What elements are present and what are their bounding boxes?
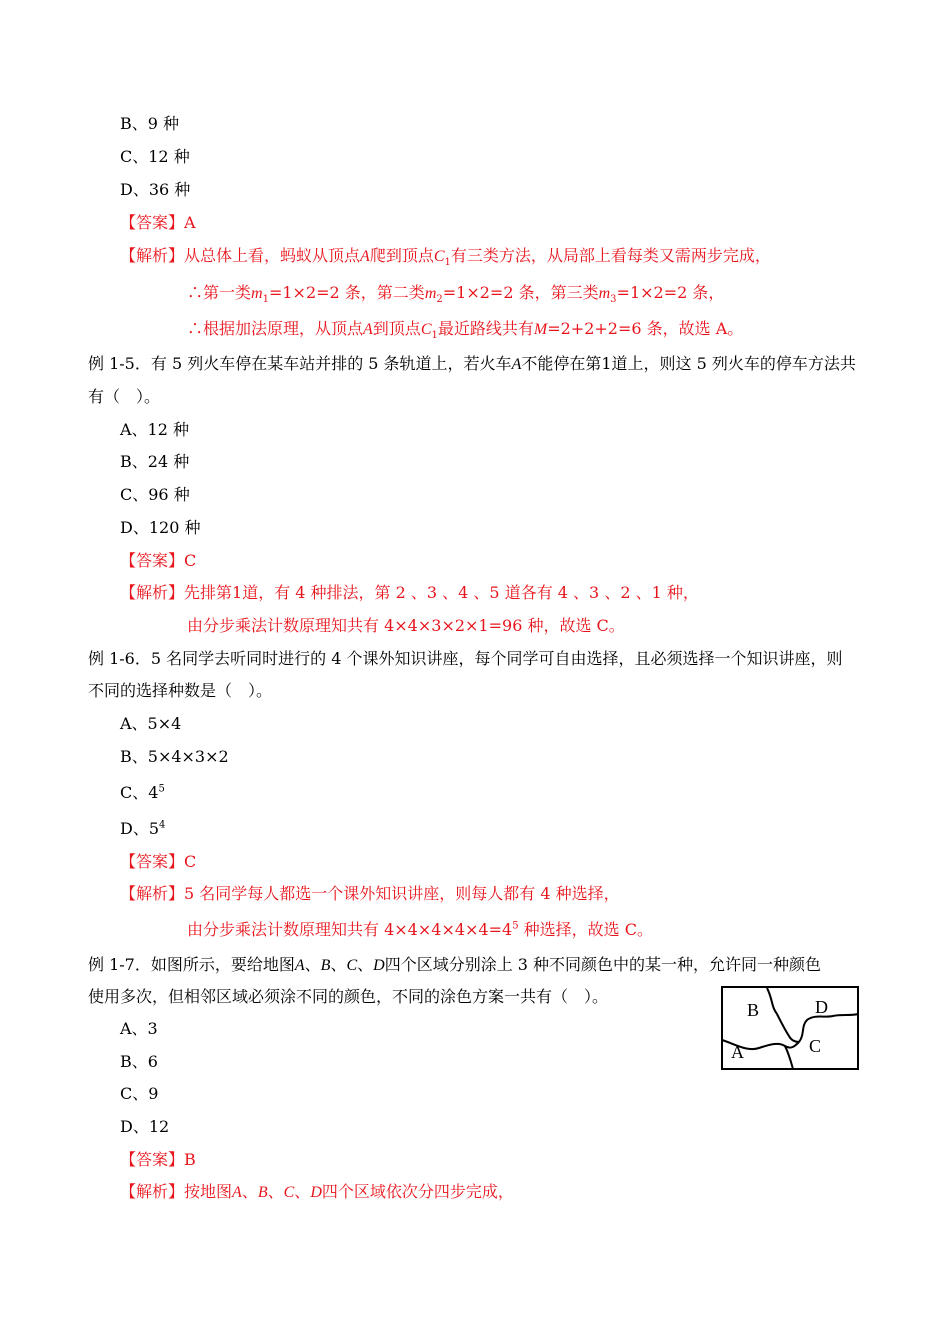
analysis-line-1: 【解析】5 名同学每人都选一个课外知识讲座，则每人都有 4 种选择， bbox=[120, 884, 620, 903]
option-c: C、96 种 bbox=[120, 485, 190, 504]
question-stem-cont: 不同的选择种数是（ ）。 bbox=[88, 681, 273, 700]
option-a: A、5×4 bbox=[120, 714, 182, 733]
question-stem-cont: 有（ ）。 bbox=[88, 387, 161, 406]
option-c: C、12 种 bbox=[120, 147, 190, 166]
analysis-line-3: ∴根据加法原理，从顶点A到顶点$C_1$最近路线共有M=2+2+2=6 条，故选 A。 bbox=[187, 319, 744, 342]
analysis-line-1: 【解析】按地图A、B、C、D四个区域依次分四步完成， bbox=[120, 1182, 514, 1201]
answer-line: 【答案】B bbox=[120, 1150, 196, 1169]
analysis-line-2: 由分步乘法计数原理知共有 $4\times 4\times 4\times 4\times 4=4^5$ 种选择，故选 C。 bbox=[187, 920, 653, 939]
option-b: B、6 bbox=[120, 1052, 158, 1071]
option-d: D、$5^4$ bbox=[120, 819, 166, 838]
option-b: B、24 种 bbox=[120, 452, 190, 471]
question-stem: 例 1-6．5 名同学去听同时进行的 4 个课外知识讲座，每个同学可自由选择，且必须选择一个知识讲座，则 bbox=[88, 649, 843, 668]
answer-line: 【答案】C bbox=[120, 551, 197, 570]
answer-line: 【答案】C bbox=[120, 852, 197, 871]
analysis-line-1: 【解析】从总体上看，蚂蚁从顶点A爬到顶点$C_1$有三类方法，从局部上看每类又需两步完成， bbox=[120, 246, 771, 269]
question-stem-cont: 使用多次，但相邻区域必须涂不同的颜色，不同的涂色方案一共有（ ）。 bbox=[88, 987, 609, 1006]
option-b: B、9 种 bbox=[120, 114, 180, 133]
option-b: B、5×4×3×2 bbox=[120, 747, 229, 766]
option-d: D、120 种 bbox=[120, 518, 201, 537]
option-a: A、3 bbox=[120, 1019, 158, 1038]
map-label-c: C bbox=[809, 1036, 822, 1056]
map-label-b: B bbox=[747, 1000, 760, 1020]
question-stem: 例 1-7．如图所示，要给地图A、B、C、D四个区域分别涂上 3 种不同颜色中的某一种，允许同一种颜色 bbox=[88, 955, 822, 974]
option-d: D、36 种 bbox=[120, 180, 191, 199]
question-stem: 例 1-5．有 5 列火车停在某车站并排的 5 条轨道上，若火车A不能停在第1道上，则这 5 列火车的停车方法共 bbox=[88, 354, 856, 373]
map-label-d: D bbox=[815, 997, 828, 1017]
map-label-a: A bbox=[731, 1042, 744, 1062]
option-d: D、12 bbox=[120, 1117, 170, 1136]
analysis-line-1: 【解析】先排第1道，有 4 种排法，第 2 、3 、4 、5 道各有 4 、3 、2 、1 种， bbox=[120, 583, 699, 602]
analysis-line-2: ∴第一类$m_1=1\times 2=2$ 条，第二类$m_2=1\times 2=2$ 条，第三类$m_3=1\times 2=2$ 条， bbox=[187, 283, 725, 306]
option-c: C、9 bbox=[120, 1084, 159, 1103]
option-a: A、12 种 bbox=[120, 420, 190, 439]
answer-line: 【答案】A bbox=[120, 213, 196, 232]
analysis-line-2: 由分步乘法计数原理知共有 4×4×3×2×1=96 种，故选 C。 bbox=[187, 616, 625, 635]
option-c: C、$4^5$ bbox=[120, 783, 165, 802]
region-map-figure bbox=[721, 986, 859, 1070]
